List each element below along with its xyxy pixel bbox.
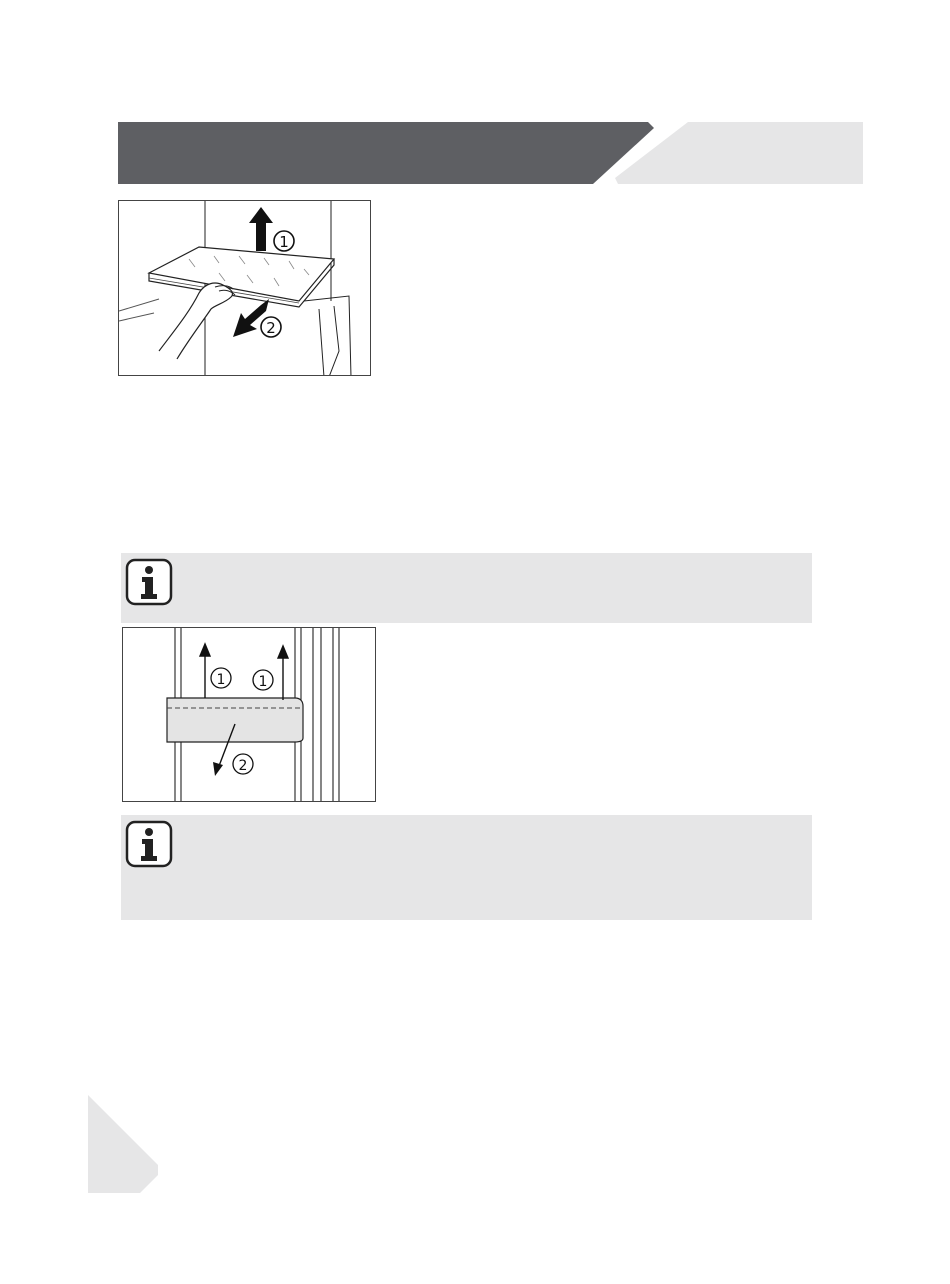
step-1-right-label: 1 — [258, 674, 268, 690]
step-1-label: 1 — [279, 233, 289, 251]
door-bin-removal-drawing — [123, 628, 376, 802]
shelf-removal-illustration — [118, 200, 371, 376]
lift-up-arrow — [249, 207, 273, 251]
header-dark-bar — [118, 122, 654, 184]
door-bin — [167, 698, 303, 742]
step-2-label: 2 — [266, 319, 276, 337]
step-2-label: 2 — [238, 758, 248, 774]
info-icon — [125, 820, 173, 868]
header-light-tab — [615, 122, 863, 184]
glass-shelf — [149, 247, 334, 301]
info-icon — [125, 558, 173, 606]
page-corner-tab — [88, 1095, 158, 1193]
section-header-banner — [118, 122, 863, 184]
shelf-removal-drawing — [119, 201, 371, 376]
hand-outline — [159, 283, 233, 359]
info-note-2 — [121, 815, 812, 920]
info-note-1 — [121, 553, 812, 623]
door-bin-removal-illustration — [122, 627, 376, 802]
step-1-left-label: 1 — [216, 672, 226, 688]
pull-out-arrow — [233, 299, 269, 337]
